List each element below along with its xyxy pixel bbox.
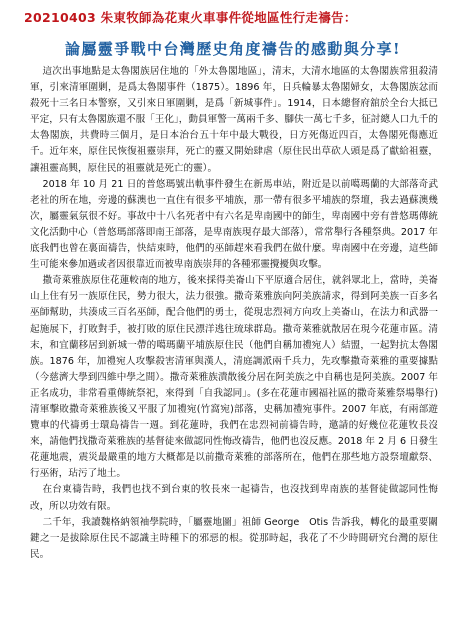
date-pastor-header: 20210403 朱東牧師為花東火車事件從地區性行走禱告：	[24, 10, 357, 25]
paragraph-sakizaya-history: 撒奇萊雅族原住花蓮較南的地方，後來採得美崙山下平原適合居住，就斜眾北上，當時，美崙山上住有另一族原住民，勢力很大，法力很強。撒奇萊雅族向阿美族請求，得到阿美族一百多名巫師幫助，共湊成三百名巫師，配合他們的勇士，從現忠烈祠方向攻上美崙山，在法力和武器一起施展下，打敗對手，被打敗的原住民漂洋逃往琉球群島。撒奇萊雅就散居在現今花蓮市區。清末，和宜蘭移居到新城一帶的噶瑪蘭平埔族原住民（他們自稱加禮宛人）結盟，一起對抗太魯閣族。1876 年，加禮宛人攻擊殺害清軍與漢人，清庭調派兩千兵力，先攻擊撒奇萊雅的重要據點（今慈濟大學到四維中學之間）。撒奇萊雅族潰散後分居在阿美族之中自稱也是阿美族。2007 年正名成功，非常看重傳統祭祀，來得到「自我認同」。(多在花蓮市國福社區的撒奇萊雅祭場舉行)清軍擊敗撒奇萊雅族後又平服了加禮宛(竹窩宛)部落，史稱加禮宛事件。2007 年底，有兩部遊覽車的代禱勇士環島禱告一週。到花蓮時，我們在忠烈祠前禱告時，邀請的好幾位花蓮牧長沒來，請他們找撒奇萊雅族的基督徒來做認同性悔改禱告，他們也沒反應。2018 年 2 月 6 日發生花蓮地震，震災最嚴重的地方大概都是以前撒奇萊雅的部落所在，他們在那些地方設祭壇獻祭、行巫術，玷污了地土。	[30, 275, 438, 480]
paragraph-taitung-prayer: 在台東禱告時，我們也找不到台東的牧長來一起禱告，也沒找到卑南族的基督徒做認同性悔改，所以功效有限。	[30, 484, 438, 512]
paragraph-puyuma-derailment: 2018 年 10 月 21 日的普悠瑪號出軌事件發生在新馬車站，附近是以前噶瑪蘭的大部落奇武老社的所在地，旁邊的蘇澳也一直住有很多平埔族，那一帶有很多平埔族的祭壇，我去過蘇澳幾次，屬靈氣氛很不好。事故中十八名死者中有六名是卑南國中的師生，卑南國中旁有普悠瑪傳統文化活動中心（普悠瑪部落即南王部落，是卑南族現存最大部落），常常舉行各種祭典。2017 年底我們也曾在裏面禱告，快結束時，他們的巫師趕來看我們在做什麼。卑南國中在旁邊，這些師生可能來參加過或者因很靠近而被卑南族崇拜的各種邪靈攪擾與攻擊。	[30, 178, 438, 271]
paragraph-taroko-history: 這次出事地點是太魯閣族居住地的「外太魯閣地區」，清末，大清水地區的太魯閣族常狙殺清軍，引來清軍圍剿，是爲太魯閣事件（1875）。1896 年，日兵輪暴太魯閣婦女，太魯閣族忿而殺死十三名日本警察，又引來日軍圍剿，是爲「新城事件」。1914，日本總督府舘於全台大抵已平定，只有太魯閣族還不服「王化」，動員軍警一萬兩千多、腳伕一萬七千多，征討總人口九千的太魯閣族，共費時三個月，是日本治台五十年中最大戰役，日方死傷近四百，太魯閣死傷應近千。近年來，原住民恢復祖靈崇拜，死亡的靈又開始肆虐（原住民出草砍人頭是爲了獻給祖靈，讓祖靈高興，原住民的祖靈就是死亡的靈）。	[30, 66, 438, 174]
article-subtitle: 論屬靈爭戰中台灣歷史角度禱告的感動與分享!	[65, 40, 401, 58]
paragraph-spiritual-mapping: 二千年，我讀魏格納領袖學院時，「屬靈地圖」祖師 George Otis 告訴我，轉化的最重要關鍵之一是拔除原住民不認識主時種下的邪惡的根。從那時起，我花了不少時間研究台灣的原住民。	[30, 516, 438, 560]
article-body	[30, 64, 438, 563]
